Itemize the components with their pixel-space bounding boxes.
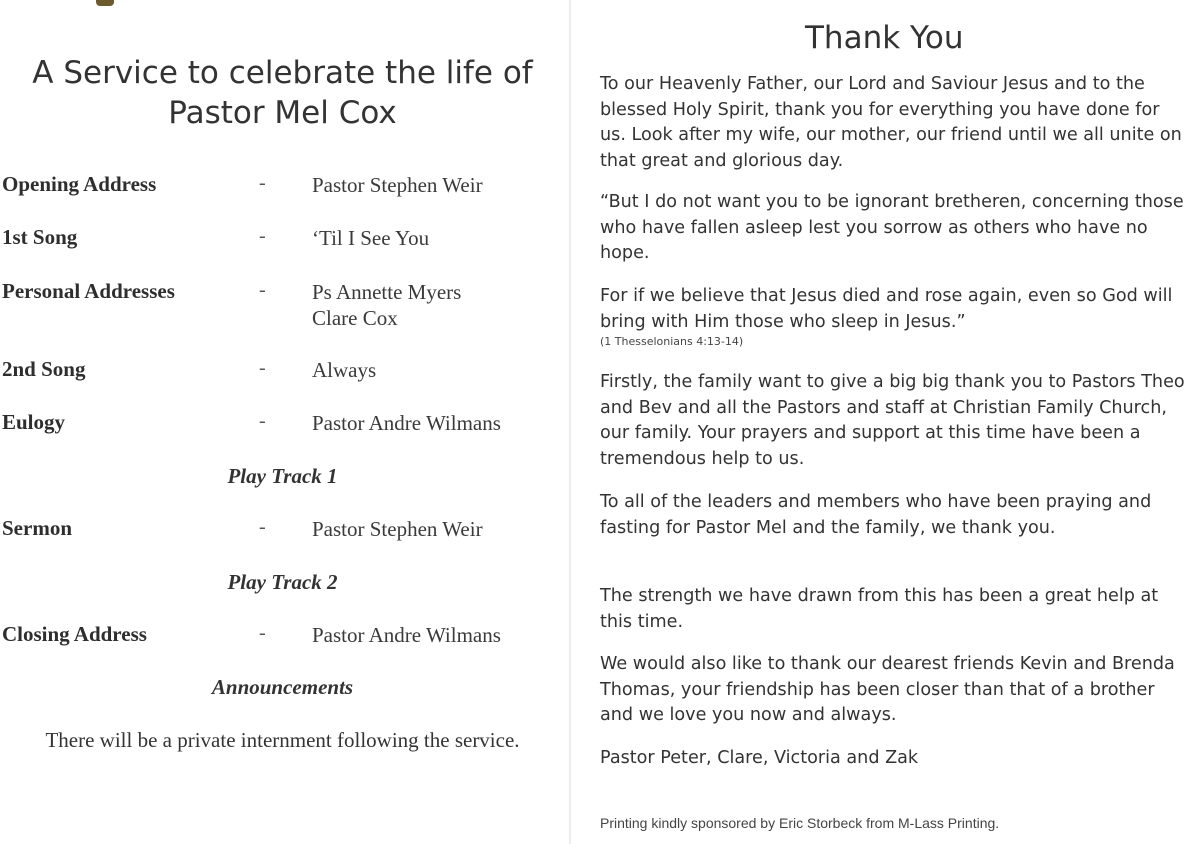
program-value: Pastor Stephen Weir <box>312 173 483 197</box>
program-dash: - <box>259 225 266 247</box>
program-value: Always <box>312 358 377 382</box>
program-label: Personal Addresses <box>2 279 175 303</box>
play-track-2: Play Track 2 <box>227 570 338 594</box>
program-label: Closing Address <box>2 622 147 646</box>
thank-you-page <box>570 0 1200 844</box>
service-title-line1: A Service to celebrate the life of <box>32 55 533 91</box>
paragraph-scripture-2: For if we believe that Jesus died and rose again, even so God will bring with Him those who sleep in Jesus.” <box>600 286 1173 332</box>
program-value-second: Clare Cox <box>312 306 398 330</box>
paragraph-scripture-1: “But I do not want you to be ignorant bretheren, concerning those who have fallen asleep lest you sorrow as others who have no hope. <box>600 192 1184 264</box>
service-title-line2: Pastor Mel Cox <box>168 95 397 131</box>
order-of-service-page <box>0 0 570 844</box>
play-track-1: Play Track 1 <box>227 464 338 488</box>
program-value: Ps Annette Myers <box>312 280 462 304</box>
program-label: Sermon <box>2 516 72 540</box>
announcements-heading: Announcements <box>211 675 354 699</box>
paragraph-strength: The strength we have drawn from this has been a great help at this time. <box>600 586 1159 632</box>
program-dash: - <box>259 357 266 379</box>
program-label: Eulogy <box>2 410 66 434</box>
program-dash: - <box>259 279 266 301</box>
announcement-text: There will be a private internment following the service. <box>45 728 520 752</box>
program-value: Pastor Stephen Weir <box>312 517 483 541</box>
printing-sponsor: Printing kindly sponsored by Eric Storbeck from M-Lass Printing. <box>600 815 1000 831</box>
scripture-citation: (1 Thesselonians 4:13-14) <box>600 335 744 348</box>
paragraph-leaders-thanks: To all of the leaders and members who have been praying and fasting for Pastor Mel and the family, we thank you. <box>600 492 1152 538</box>
program-value: Pastor Andre Wilmans <box>312 623 501 647</box>
family-signature: Pastor Peter, Clare, Victoria and Zak <box>600 748 919 768</box>
paragraph-church-thanks: Firstly, the family want to give a big big thank you to Pastors Theo and Bev and all the Pastors and staff at Christian Family Church, our family. Your prayers and support at this time have been a tremendous help to us. <box>600 372 1185 469</box>
program-label: Opening Address <box>2 172 157 196</box>
paragraph-friends-thanks: We would also like to thank our dearest friends Kevin and Brenda Thomas, your friendship has been closer than that of a brother and we love you now and always. <box>600 654 1175 726</box>
program-dash: - <box>259 622 266 644</box>
program-value: Pastor Andre Wilmans <box>312 411 501 435</box>
program-dash: - <box>259 410 266 432</box>
thank-you-title: Thank You <box>805 20 964 56</box>
program-label: 1st Song <box>2 225 78 249</box>
program-label: 2nd Song <box>2 357 86 381</box>
program-dash: - <box>259 172 266 194</box>
program-dash: - <box>259 516 266 538</box>
program-value: ‘Til I See You <box>312 226 430 250</box>
paragraph-dedication: To our Heavenly Father, our Lord and Saviour Jesus and to the blessed Holy Spirit, thank you for everything you have done for us. Look after my wife, our mother, our friend until we all unite on that great and glorious day. <box>600 74 1182 171</box>
